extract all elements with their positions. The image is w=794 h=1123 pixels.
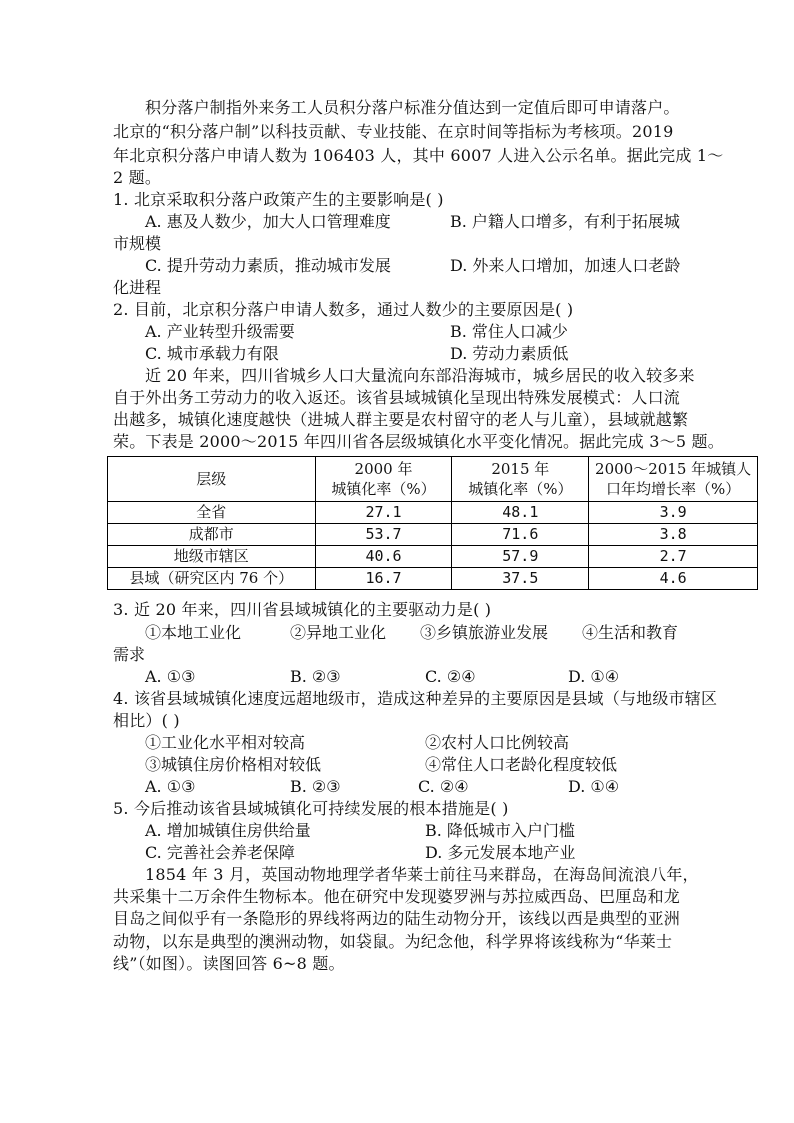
table-header-2000: 2000 年 城镇化率（%） <box>315 457 452 502</box>
table-cell: 37.5 <box>452 568 589 590</box>
table-row <box>108 524 758 546</box>
q1-option-b: B. 户籍人口增多，有利于拓展城 <box>450 212 680 231</box>
passage2-line-3: 出越多，城镇化速度越快（进城人群主要是农村留守的老人与儿童），县域就越繁 <box>113 410 689 429</box>
table-cell: 成都市 <box>108 524 316 546</box>
table-cell: 57.9 <box>452 546 589 568</box>
table-cell: 53.7 <box>315 524 452 546</box>
table-cell: 2.7 <box>589 546 758 568</box>
table-cell: 3.8 <box>589 524 758 546</box>
table-cell: 县域（研究区内 76 个） <box>108 568 316 590</box>
passage1-line-4: 2 题。 <box>113 168 162 187</box>
table-cell: 48.1 <box>452 502 589 524</box>
table-header-growth: 2000～2015 年城镇人 口年均增长率（%） <box>589 457 758 502</box>
table-row <box>108 502 758 524</box>
q4-option-b: B. ②③ <box>290 777 341 796</box>
table-header-level: 层级 <box>108 457 316 502</box>
q4-item-4: ④常住人口老龄化程度较低 <box>425 755 618 774</box>
q1-option-d: D. 外来人口增加，加速人口老龄 <box>450 256 681 275</box>
q2-stem: 2. 目前，北京积分落户申请人数多，通过人数少的主要原因是( ) <box>113 300 574 319</box>
q3-option-d: D. ①④ <box>568 667 620 686</box>
table-row <box>108 546 758 568</box>
q3-option-c: C. ②④ <box>425 667 476 686</box>
q1-option-c: C. 提升劳动力素质，推动城市发展 <box>145 256 391 275</box>
q1-option-b-cont: 市规模 <box>113 234 162 253</box>
q2-option-c: C. 城市承载力有限 <box>145 344 279 363</box>
q1-option-d-cont: 化进程 <box>113 278 162 297</box>
q2-option-b: B. 常住人口减少 <box>450 322 568 341</box>
table-row <box>108 568 758 590</box>
table-cell: 27.1 <box>315 502 452 524</box>
table-cell: 40.6 <box>315 546 452 568</box>
passage1-line-3: 年北京积分落户申请人数为 106403 人，其中 6007 人进入公示名单。据此完成 1～ <box>113 146 724 165</box>
q4-option-a: A. ①③ <box>145 777 196 796</box>
table-cell: 16.7 <box>315 568 452 590</box>
q3-item-4-cont: 需求 <box>113 645 146 664</box>
table-header-2015: 2015 年 城镇化率（%） <box>452 457 589 502</box>
table-header-row <box>108 457 758 502</box>
q5-option-a: A. 增加城镇住房供给量 <box>145 821 311 840</box>
urbanization-table <box>107 456 758 590</box>
q5-stem: 5. 今后推动该省县域城镇化可持续发展的根本措施是( ) <box>113 799 509 818</box>
passage1-line-2: 北京的“积分落户制”以科技贡献、专业技能、在京时间等指标为考核项。2019 <box>113 122 674 141</box>
table-cell: 3.9 <box>589 502 758 524</box>
q3-option-b: B. ②③ <box>290 667 341 686</box>
passage2-line-1: 近 20 年来，四川省城乡人口大量流向东部沿海城市，城乡居民的收入较多来 <box>145 366 695 385</box>
q4-stem-cont: 相比）( ) <box>113 711 180 730</box>
passage3-line-4: 动物，以东是典型的澳洲动物，如袋鼠。为纪念他，科学界将该线称为“华莱士 <box>113 932 673 951</box>
q3-option-a: A. ①③ <box>145 667 196 686</box>
q4-item-2: ②农村人口比例较高 <box>425 733 570 752</box>
q4-option-c: C. ②④ <box>418 777 469 796</box>
passage3-line-5: 线”（如图）。读图回答 6~8 题。 <box>113 954 345 973</box>
passage3-line-2: 共采集十二万余件生物标本。他在研究中发现婆罗洲与苏拉威西岛、巴厘岛和龙 <box>113 887 681 906</box>
q2-option-a: A. 产业转型升级需要 <box>145 322 295 341</box>
q4-option-d: D. ①④ <box>568 777 620 796</box>
q1-stem: 1. 北京采取积分落户政策产生的主要影响是( ) <box>113 190 444 209</box>
q3-item-2: ②异地工业化 <box>290 623 387 642</box>
table-cell: 全省 <box>108 502 316 524</box>
table-cell: 71.6 <box>452 524 589 546</box>
passage2-line-4: 荣。下表是 2000～2015 年四川省各层级城镇化水平变化情况。据此完成 3～5 题。 <box>113 432 724 451</box>
q5-option-b: B. 降低城市入户门槛 <box>425 821 575 840</box>
table-cell: 地级市辖区 <box>108 546 316 568</box>
q3-item-1: ①本地工业化 <box>145 623 242 642</box>
passage1-line-1: 积分落户制指外来务工人员积分落户标准分值达到一定值后即可申请落户。 <box>145 98 680 117</box>
q4-stem: 4. 该省县域城镇化速度远超地级市，造成这种差异的主要原因是县域（与地级市辖区 <box>113 689 718 708</box>
passage3-line-1: 1854 年 3 月，英国动物地理学者华莱士前往马来群岛，在海岛间流浪八年， <box>145 865 699 884</box>
q5-option-c: C. 完善社会养老保障 <box>145 843 295 862</box>
q1-option-a: A. 惠及人数少，加大人口管理难度 <box>145 212 391 231</box>
q5-option-d: D. 多元发展本地产业 <box>425 843 576 862</box>
passage2-line-2: 自于外出务工劳动力的收入返还。该省县域城镇化呈现出特殊发展模式：人口流 <box>113 388 681 407</box>
q4-item-3: ③城镇住房价格相对较低 <box>145 755 322 774</box>
q4-item-1: ①工业化水平相对较高 <box>145 733 306 752</box>
q2-option-d: D. 劳动力素质低 <box>450 344 569 363</box>
table-cell: 4.6 <box>589 568 758 590</box>
q3-item-4: ④生活和教育 <box>582 623 679 642</box>
q3-item-3: ③乡镇旅游业发展 <box>420 623 549 642</box>
passage3-line-3: 目岛之间似乎有一条隐形的界线将两边的陆生动物分开，该线以西是典型的亚洲 <box>113 909 681 928</box>
q3-stem: 3. 近 20 年来，四川省县域城镇化的主要驱动力是( ) <box>113 600 492 619</box>
